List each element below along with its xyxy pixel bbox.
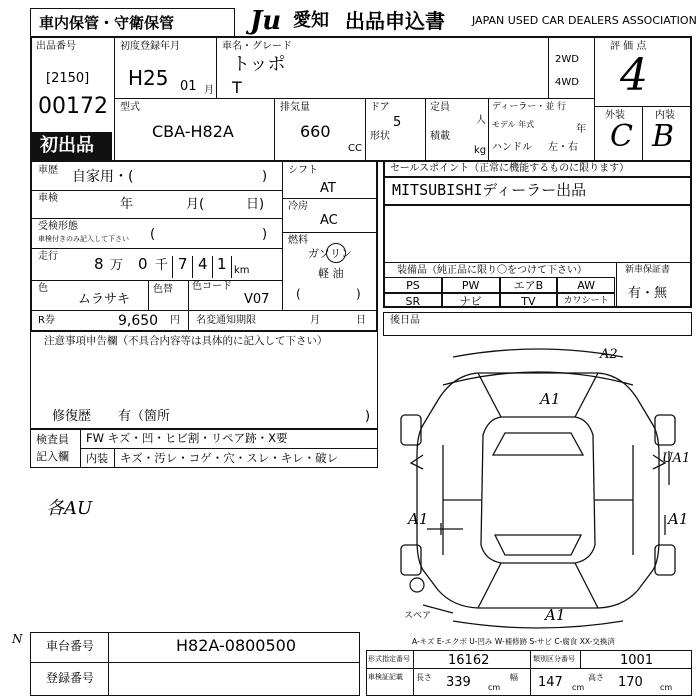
class-no-label: 類別区分番号 (533, 655, 575, 663)
history-close: ) (262, 169, 268, 184)
chassis-label: 車台番号 (46, 639, 95, 653)
fuel-close: ) (356, 287, 361, 301)
mileage-digit: 0 (138, 255, 148, 273)
logo-city: 愛知 (293, 10, 329, 31)
divider (366, 668, 692, 669)
ac-value: AC (320, 213, 338, 228)
cc-unit: CC (348, 143, 362, 154)
width-label: 幅 (510, 673, 518, 682)
registration-month: 01 (180, 79, 197, 94)
selling-points-label: セールスポイント（正常に機能するものに限ります） (390, 163, 630, 174)
first-listing-text: 初出品 (40, 135, 94, 156)
notice-label: 注意事項申告欄（不具合内容等は具体的に記入して下さい） (44, 335, 328, 347)
divider (30, 218, 282, 219)
color-code: V07 (244, 292, 270, 307)
registration-year: H25 (128, 66, 169, 90)
inspection-month: 月( (186, 197, 205, 212)
interior-score: B (652, 119, 675, 154)
divider (172, 256, 173, 278)
history-value: 自家用・( (72, 169, 134, 185)
reg-label: 登録番号 (46, 671, 95, 685)
inspector-label-1: 検査員 (36, 433, 69, 446)
model-value: CBA-H82A (152, 122, 234, 141)
name-change-day: 日 (356, 315, 366, 326)
storage-label: 車内保管・守衛保管 (39, 14, 175, 32)
storage-box (30, 8, 235, 38)
divider (212, 256, 213, 278)
height-unit: cm (660, 683, 673, 692)
class-no-value: 1001 (620, 653, 654, 668)
receipt-close: ) (262, 227, 268, 242)
equipment-item: PW (442, 277, 500, 293)
car-name-label: 車名・グレード (222, 41, 292, 52)
fuel-label: 燃料 (288, 235, 308, 246)
new-cert-label: 新車保証書 (625, 265, 671, 275)
equipment-item: SR (384, 293, 442, 309)
model-label: 型式 (120, 102, 140, 113)
inspection-year: 年 (120, 197, 134, 212)
mileage-digit: 8 (94, 255, 104, 273)
exterior-label: 外装 (605, 110, 625, 121)
rating-label: 評 価 点 (610, 41, 647, 52)
dims-label: 車検証記載 (368, 673, 403, 681)
fuel-gasoline: ガソリン (308, 247, 352, 260)
length-label: 長さ (416, 673, 432, 682)
registration-month-unit: 月 (204, 85, 214, 96)
association-name: JAPAN USED CAR DEALERS ASSOCIATION (472, 14, 697, 27)
corner-mark: N (12, 632, 23, 646)
equipment-label: 装備品（純正品に限り〇をつけて下さい） (397, 265, 587, 276)
lot-number: 00172 (38, 94, 108, 119)
after-items-label: 後日品 (390, 315, 420, 326)
first-listing-badge (32, 132, 112, 160)
inspector-note: 各AU (46, 498, 93, 519)
divider (548, 36, 549, 98)
fuel-diesel: 軽 油 (318, 267, 344, 280)
height-value: 170 (618, 675, 643, 690)
car-grade: T (232, 78, 242, 97)
divider (192, 256, 193, 278)
divider (80, 448, 378, 449)
model-year-label: モデル 年式 (492, 120, 535, 129)
equipment-item: PS (384, 277, 442, 293)
divider (580, 650, 581, 668)
interior-label: 内装 (655, 110, 675, 121)
fuel-open: ( (296, 287, 301, 301)
equipment-item: カワシート (557, 293, 615, 309)
fuel-selected-circle (326, 243, 346, 263)
mileage-unit-man: 万 (110, 258, 124, 273)
exterior-score: C (610, 119, 633, 154)
divider (594, 106, 692, 107)
displacement-label: 排気量 (280, 102, 310, 113)
receipt-open: ( (150, 227, 156, 242)
equipment-item: TV (500, 293, 558, 309)
load-label: 積載 (430, 131, 450, 142)
doors-label: ドア (370, 102, 390, 113)
mileage-unit-sen: 千 (155, 258, 169, 273)
load-unit: kg (474, 145, 487, 156)
divider (114, 36, 115, 162)
divider (383, 262, 692, 263)
width-value: 147 (538, 675, 563, 690)
drive-4wd: 4WD (555, 77, 579, 88)
damage-mark: UA1 (662, 451, 691, 466)
spare-label: スペア (404, 611, 432, 621)
displacement-value: 660 (300, 122, 331, 141)
ju-logo: Ju (250, 6, 282, 36)
divider (282, 198, 378, 199)
divider (413, 650, 414, 696)
name-change-month: 月 (310, 315, 320, 326)
divider (642, 106, 643, 162)
mileage-unit: km (234, 265, 250, 276)
inspection-label: 車検 (38, 193, 58, 204)
registration-label: 初度登録年月 (120, 41, 180, 52)
divider (30, 280, 282, 281)
divider (148, 280, 149, 310)
divider (30, 190, 282, 191)
length-value: 339 (446, 675, 471, 690)
divider (108, 632, 109, 696)
color-label: 色 (38, 283, 48, 294)
after-items-frame (383, 312, 692, 336)
inspector-fw-row: FW キズ・凹・ヒビ割・リペア跡・X要 (86, 431, 288, 445)
shift-value: AT (320, 181, 336, 196)
damage-mark: A1 (408, 510, 429, 528)
chassis-number: H82A-0800500 (176, 636, 297, 655)
equipment-grid (384, 277, 615, 308)
doors-value: 5 (393, 115, 402, 130)
repair-label: 修復歴 (52, 409, 92, 424)
color-value: ムラサキ (78, 292, 131, 307)
divider (188, 310, 189, 332)
damage-legend: A-キズ E-エクボ U-凹み W-補修跡 S-サビ C-腐食 XX-交換済 (412, 637, 615, 646)
divider (30, 310, 378, 311)
divider (188, 280, 189, 310)
width-unit: cm (572, 683, 585, 692)
height-label: 高さ (588, 673, 604, 682)
model-no-label: 形式指定番号 (368, 655, 410, 663)
mileage-digit: 1 (217, 255, 227, 273)
drive-2wd: 2WD (555, 54, 579, 65)
divider (231, 256, 232, 278)
repair-close: ) (365, 409, 371, 424)
divider (30, 248, 282, 249)
color-change-label: 色替 (153, 284, 173, 295)
handle-lr: 左・右 (548, 142, 578, 153)
ac-label: 冷房 (288, 201, 308, 212)
capacity-unit: 人 (476, 115, 486, 126)
mileage-label: 走行 (38, 251, 58, 262)
damage-mark: A2 (600, 347, 618, 362)
rating-score: 4 (620, 50, 648, 101)
receipt-note: 車検付きのみ記入して下さい (38, 235, 129, 243)
recycle-label: R券 (38, 315, 55, 326)
mileage-digit: 7 (178, 255, 188, 273)
lot-sub: [2150] (46, 71, 90, 86)
new-cert-value: 有・無 (628, 286, 668, 301)
car-name: トッポ (232, 54, 286, 75)
dealer-label: ディーラー・並 行 (492, 102, 567, 112)
divider (114, 98, 594, 99)
shift-label: シフト (288, 165, 318, 176)
divider (530, 650, 531, 696)
divider (30, 662, 360, 663)
divider (282, 232, 378, 233)
divider (488, 98, 489, 162)
history-label: 車歴 (38, 165, 58, 176)
recycle-value: 9,650 (118, 313, 159, 329)
equipment-item: AW (557, 277, 615, 293)
spare-tire-icon (410, 578, 424, 592)
divider (616, 262, 617, 308)
model-no-value: 16162 (448, 653, 490, 668)
divider (216, 36, 217, 98)
lot-label: 出品番号 (36, 41, 76, 52)
length-unit: cm (488, 683, 501, 692)
divider (594, 36, 595, 162)
damage-diagram (383, 345, 693, 630)
selling-points-text: MITSUBISHIディーラー出品 (392, 181, 587, 199)
divider (114, 448, 115, 468)
divider (274, 98, 275, 162)
inspection-day: 日) (246, 197, 265, 212)
inspector-int-row: キズ・汚レ・コゲ・穴・スレ・キレ・破レ (120, 451, 339, 465)
mileage-digit: 4 (198, 255, 208, 273)
equipment-item: エアB (500, 277, 558, 293)
divider (365, 98, 366, 162)
capacity-label: 定員 (430, 102, 450, 113)
color-code-label: 色コード (192, 281, 232, 292)
inspector-int-label: 内装 (86, 452, 108, 465)
equipment-item: ナビ (442, 293, 500, 309)
divider (425, 98, 426, 162)
shape-label: 形状 (370, 131, 390, 142)
receipt-label: 受検形態 (38, 221, 78, 232)
name-change-label: 名変通知期限 (196, 315, 256, 326)
damage-mark: A1 (668, 510, 689, 528)
damage-mark: A1 (545, 606, 566, 624)
repair-value: 有（箇所 (118, 409, 171, 424)
year-unit: 年 (576, 124, 586, 135)
damage-mark: A1 (540, 390, 561, 408)
doc-title: 出品申込書 (345, 9, 445, 33)
handle-label: ハンドル (492, 142, 532, 153)
recycle-unit: 円 (170, 315, 180, 326)
divider (282, 160, 283, 310)
inspector-label-2: 記入欄 (36, 450, 69, 463)
